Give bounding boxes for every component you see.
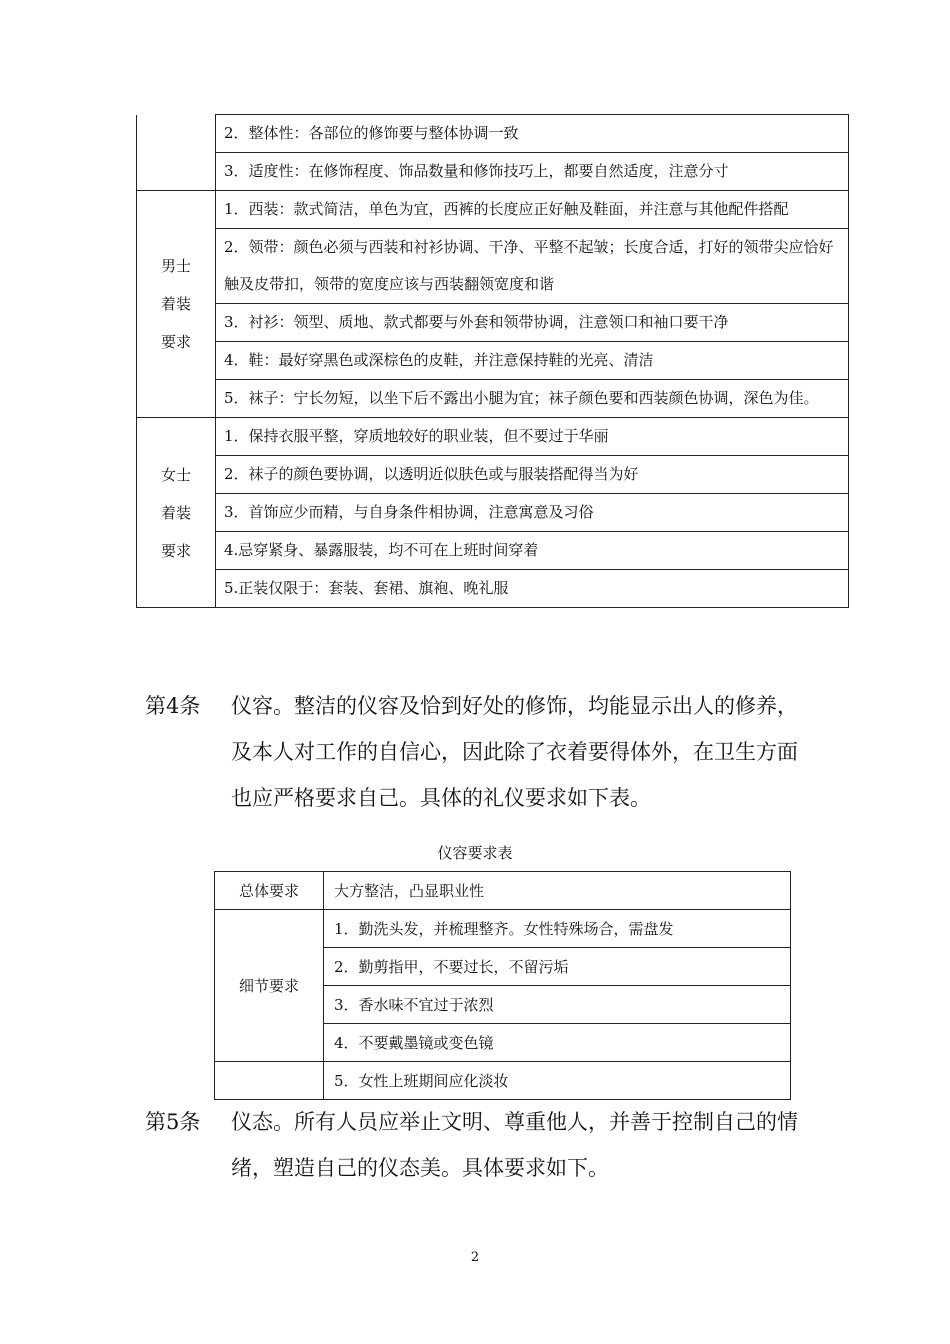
table-row: 1．西装：款式简洁，单色为宜，西裤的长度应正好触及鞋面，并注意与其他配件搭配 (216, 191, 849, 229)
table-row: 1．保持衣服平整，穿质地较好的职业装，但不要过于华丽 (216, 418, 849, 456)
table-row: 2．领带：颜色必须与西装和衬衫协调、干净、平整不起皱；长度合适，打好的领带尖应恰好触及皮带扣，领带的宽度应该与西装翻领宽度和谐 (216, 229, 849, 304)
article-text: 仪容。整洁的仪容及恰到好处的修饰，均能显示出人的修养，及本人对工作的自信心，因此除了衣着要得体外，在卫生方面也应严格要求自己。具体的礼仪要求如下表。 (231, 694, 798, 810)
table-row: 3．首饰应少而精，与自身条件相协调，注意寓意及习俗 (216, 494, 849, 532)
table-row: 1．勤洗头发，并梳理整齐。女性特殊场合，需盘发 (324, 910, 791, 948)
overall-label: 总体要求 (215, 872, 324, 910)
men-dress-category (137, 191, 216, 418)
table-row: 5．袜子：宁长勿短，以坐下后不露出小腿为宜；袜子颜色要和西装颜色协调，深色为佳。 (216, 380, 849, 418)
category-cell-empty (137, 153, 216, 191)
table-row: 4．不要戴墨镜或变色镜 (324, 1024, 791, 1062)
table-row: 5．女性上班期间应化淡妆 (324, 1062, 791, 1100)
article-number: 第5条 (145, 1110, 201, 1134)
table-caption: 仪容要求表 (437, 844, 513, 862)
grooming-requirements-table (214, 871, 791, 1100)
category-cell-empty (215, 1062, 324, 1100)
table-row: 3．衬衫：领型、质地、款式都要与外套和领带协调，注意领口和袖口要干净 (216, 304, 849, 342)
table-row: 2．勤剪指甲，不要过长，不留污垢 (324, 948, 791, 986)
category-line: 男士 (160, 257, 191, 275)
category-line: 女士 (160, 465, 191, 484)
category-line: 要求 (160, 333, 191, 351)
article-number: 第4条 (145, 694, 201, 718)
table-row: 4．鞋：最好穿黑色或深棕色的皮鞋，并注意保持鞋的光亮、清洁 (216, 342, 849, 380)
page-number: 2 (470, 1250, 480, 1265)
table-row: 3．适度性：在修饰程度、饰品数量和修饰技巧上，都要自然适度，注意分寸 (216, 153, 849, 191)
overall-value: 大方整洁，凸显职业性 (324, 872, 791, 910)
article-text: 仪态。所有人员应举止文明、尊重他人，并善于控制自己的情绪，塑造自己的仪态美。具体要求如下。 (231, 1110, 798, 1180)
category-line: 着装 (160, 295, 191, 313)
table-row: 2．整体性：各部位的修饰要与整体协调一致 (216, 115, 849, 153)
table-row: 2．袜子的颜色要协调，以透明近似肤色或与服装搭配得当为好 (216, 456, 849, 494)
dress-requirements-table (136, 114, 849, 608)
table-row: 5.正装仅限于：套装、套裙、旗袍、晚礼服 (216, 570, 849, 608)
category-cell-empty (137, 115, 216, 153)
table-row: 4.忌穿紧身、暴露服装，均不可在上班时间穿着 (216, 532, 849, 570)
category-line: 要求 (160, 541, 191, 560)
table-row: 3．香水味不宜过于浓烈 (324, 986, 791, 1024)
category-line: 着装 (160, 503, 191, 522)
women-dress-category (137, 418, 216, 608)
detail-label: 细节要求 (215, 910, 324, 1062)
